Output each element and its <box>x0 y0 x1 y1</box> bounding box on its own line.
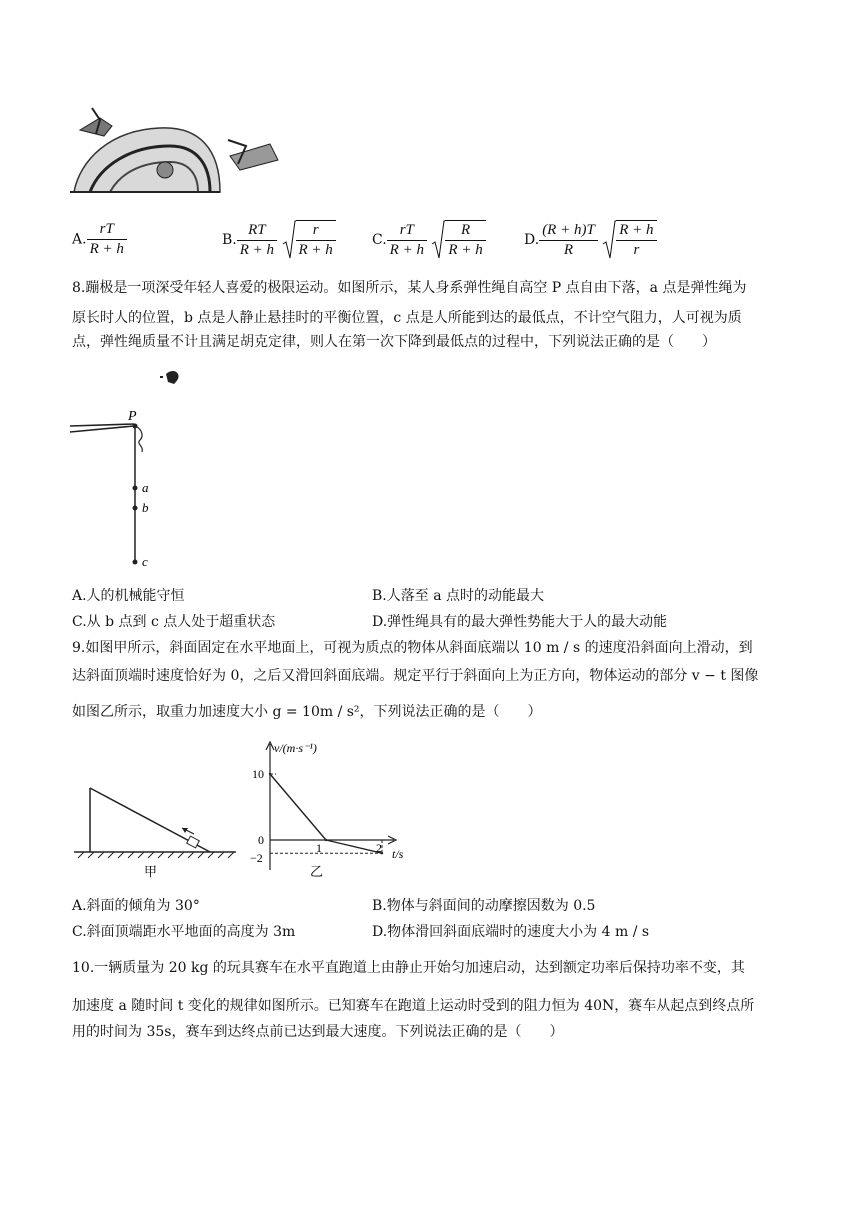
vt-series-segment <box>270 774 326 840</box>
q10-line-3: 用的时间为 35s，赛车到达终点前已达到最大速度。下列说法正确的是（ ） <box>72 1024 564 1040</box>
y-axis-label: v/(m·s⁻¹) <box>274 741 317 755</box>
q8-bungee-figure <box>70 366 210 572</box>
point-p-label: P <box>128 409 137 424</box>
option-letter: C. <box>372 232 387 248</box>
q9-option-d: D.物体滑回斜面底端时的速度大小为 4 m / s <box>372 924 650 940</box>
vt-data-point <box>269 773 271 775</box>
q7-option-b <box>222 220 336 260</box>
vt-series-segment <box>326 840 382 853</box>
fraction: $\frac{rT}{R + h}$ <box>87 220 127 259</box>
q7-option-c <box>372 220 486 260</box>
q9-line-3: 如图乙所示，取重力加速度大小 g = 10m / s²，下列说法正确的是（ ） <box>72 704 542 720</box>
q9-incline-figure <box>70 780 240 880</box>
x-tick-2: 2 <box>376 841 382 855</box>
q8-line-1: 8.蹦极是一项深受年轻人喜爱的极限运动。如图所示，某人身系弹性绳自高空 P 点自由下落，a 点是弹性绳为 <box>72 280 747 296</box>
q8-line-3: 点，弹性绳质量不计且满足胡克定律，则人在第一次下降到最低点的过程中，下列说法正确的是（ ） <box>72 334 716 350</box>
q9-line-2: 达斜面顶端时速度恰好为 0，之后又滑回斜面底端。规定平行于斜面向上为正方向，物体运动的部分 v − t 图像 <box>72 668 759 684</box>
point-b-label: b <box>142 500 149 515</box>
q7-option-a <box>72 220 127 259</box>
q9-vt-chart <box>244 740 424 880</box>
x-axis-label: t/s <box>392 847 404 861</box>
top-illustration <box>70 100 280 196</box>
y-tick-10: 10 <box>252 767 264 781</box>
option-letter: A. <box>72 231 87 248</box>
figure-yi-label: 乙 <box>310 865 324 880</box>
fraction: $\frac{rT}{R + h}$ <box>387 221 427 260</box>
q8-option-d: D.弹性绳具有的最大弹性势能大于人的最大动能 <box>372 614 668 630</box>
fraction: $\frac{RT}{R + h}$ <box>237 221 277 260</box>
square-root: $\frac{R + h}{r}$ <box>602 220 656 260</box>
q8-line-2: 原长时人的位置，b 点是人静止悬挂时的平衡位置，c 点是人所能到达的最低点，不计空气阻力，人可视为质 <box>72 310 742 326</box>
square-root: $\frac{r}{R + h}$ <box>282 220 336 260</box>
q7-option-d <box>524 220 657 260</box>
q9-line-1: 9.如图甲所示，斜面固定在水平地面上，可视为质点的物体从斜面底端以 10 m / s 的速度沿斜面向上滑动，到 <box>72 640 753 656</box>
x-tick-1: 1 <box>316 841 322 855</box>
q8-option-a: A.人的机械能守恒 <box>72 588 185 604</box>
q10-line-1: 10.一辆质量为 20 kg 的玩具赛车在水平直跑道上由静止开始匀加速启动，达到额定功率后保持功率不变，其 <box>72 960 745 976</box>
q9-option-a: A.斜面的倾角为 30° <box>72 898 200 914</box>
point-c-label: c <box>142 554 148 569</box>
point-a-label: a <box>142 480 149 495</box>
square-root: $\frac{R}{R + h}$ <box>431 220 485 260</box>
q9-option-b: B.物体与斜面间的动摩擦因数为 0.5 <box>372 898 596 914</box>
q8-option-b: B.人落至 a 点时的动能最大 <box>372 588 544 604</box>
vt-data-point <box>325 839 327 841</box>
q8-option-c: C.从 b 点到 c 点人处于超重状态 <box>72 614 276 630</box>
fraction: $\frac{(R + h)T}{R}$ <box>539 221 598 260</box>
y-tick-0: 0 <box>258 833 264 847</box>
figure-jia-label: 甲 <box>144 865 158 880</box>
q9-option-c: C.斜面顶端距水平地面的高度为 3m <box>72 924 296 940</box>
y-tick-minus-2: −2 <box>250 851 263 865</box>
option-letter: D. <box>524 232 540 248</box>
option-letter: B. <box>222 232 237 248</box>
q10-line-2: 加速度 a 随时间 t 变化的规律如图所示。已知赛车在跑道上运动时受到的阻力恒为 40N，赛车从起点到终点所 <box>72 998 755 1014</box>
